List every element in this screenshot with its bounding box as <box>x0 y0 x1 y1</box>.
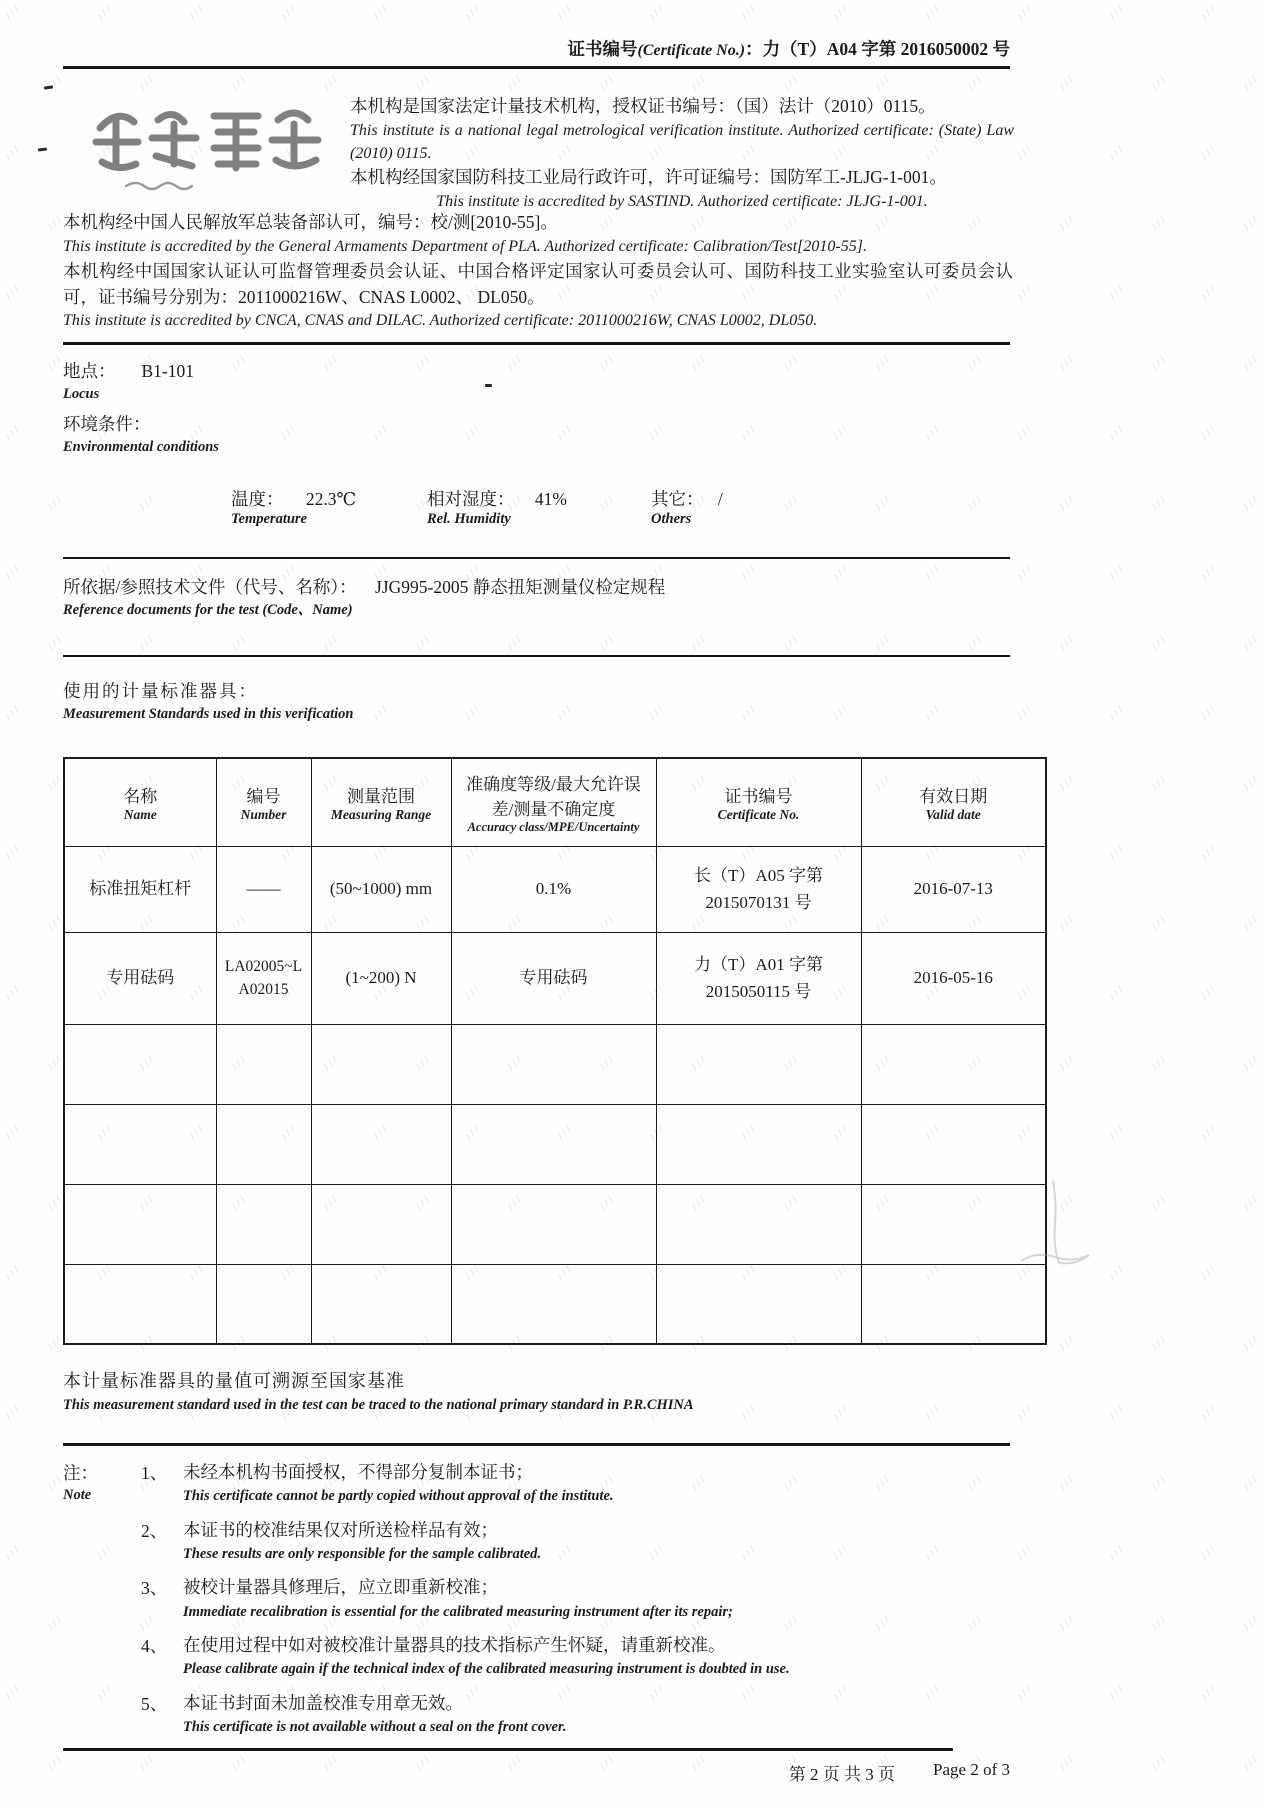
reference-label-en: Reference documents for the test (Code、Name) <box>63 602 353 619</box>
humidity-label-en: Rel. Humidity <box>427 511 511 527</box>
cell-validdate: 2016-05-16 <box>861 932 1046 1024</box>
cell-empty <box>311 1024 451 1104</box>
section-divider-2 <box>63 557 1010 559</box>
cell-empty <box>656 1264 861 1344</box>
reference-label-zh: 所依据/参照技术文件（代号、名称）： <box>63 577 357 597</box>
table-row <box>64 1024 1046 1104</box>
locus-label-zh: 地点： <box>63 361 116 381</box>
locus-block <box>63 358 963 457</box>
others-item <box>651 486 723 528</box>
col-header-validdate <box>861 758 1046 846</box>
note-item <box>183 1518 1010 1574</box>
traceability-zh: 本计量标准器具的量值可溯源至国家基准 <box>63 1371 405 1391</box>
cell-accuracy: 专用砝码 <box>451 932 656 1024</box>
cell-certno: 长（T）A05 字第 2015070131 号 <box>656 846 861 932</box>
table-row <box>64 932 1046 1024</box>
cell-range: (1~200) N <box>311 932 451 1024</box>
cell-empty <box>216 1184 311 1264</box>
note-en: This certificate cannot be partly copied without approval of the institute. <box>183 1488 614 1505</box>
col-header-validdate-zh: 有效日期 <box>919 786 988 806</box>
cell-empty <box>656 1104 861 1184</box>
certificate-no-colon: ： <box>745 39 763 59</box>
temperature-item <box>231 486 427 528</box>
col-header-name-en: Name <box>123 806 157 822</box>
section-divider-3 <box>63 655 1010 657</box>
note-item <box>183 1691 1010 1747</box>
cell-name: 专用砝码 <box>64 932 216 1024</box>
note-label-en: Note <box>63 1487 92 1503</box>
col-header-range-zh: 测量范围 <box>347 786 415 806</box>
col-header-number-en: Number <box>240 806 287 822</box>
environment-values-row <box>63 486 1010 528</box>
header-divider <box>63 66 1010 69</box>
col-header-name <box>64 758 216 846</box>
reference-value: JJG995-2005 静态扭矩测量仪检定规程 <box>375 577 666 597</box>
col-header-accuracy <box>451 758 656 846</box>
note-en: These results are only responsible for the sample calibrated. <box>183 1546 542 1563</box>
standards-heading <box>63 678 1010 725</box>
accreditation-zh-1: 本机构是国家法定计量技术机构，授权证书编号：（国）法计（2010）0115。 <box>350 96 936 116</box>
cell-empty <box>861 1024 1046 1104</box>
certificate-no-label-zh: 证书编号 <box>567 39 638 59</box>
standards-heading-zh: 使用的计量标准器具： <box>63 681 258 701</box>
cell-empty <box>311 1184 451 1264</box>
table-row <box>64 1104 1046 1184</box>
cell-empty <box>451 1184 656 1264</box>
col-header-certno-zh: 证书编号 <box>724 786 793 806</box>
temperature-label-zh: 温度： <box>231 489 284 509</box>
humidity-label-zh: 相对湿度： <box>427 489 515 509</box>
cell-empty <box>656 1184 861 1264</box>
note-item <box>183 1575 1010 1631</box>
env-conditions-label-zh: 环境条件： <box>63 413 151 434</box>
cell-empty <box>311 1104 451 1184</box>
col-header-accuracy-en: Accuracy class/MPE/Uncertainty <box>467 819 640 834</box>
accreditation-zh-4: 本机构经中国国家认证认可监督管理委员会认证、中国合格评定国家认可委员会认可、国防科技工业实验室认可委员会认可，证书编号分别为：2011000216W、CNAS L0002、 DL050。 <box>63 260 1013 307</box>
table-row <box>64 846 1046 932</box>
cell-empty <box>216 1104 311 1184</box>
col-header-validdate-en: Valid date <box>925 806 981 822</box>
scan-mark <box>44 85 53 89</box>
col-header-name-zh: 名称 <box>123 786 158 806</box>
standards-table <box>63 757 1047 1345</box>
note-en: Please calibrate again if the technical index of the calibrated measuring instrument is doubted in use. <box>183 1661 790 1678</box>
cell-accuracy: 0.1% <box>451 846 656 932</box>
certificate-no-label-en: (Certificate No.) <box>637 42 746 59</box>
note-zh: 本证书封面未加盖校准专用章无效。 <box>183 1692 463 1713</box>
cell-empty <box>216 1264 311 1344</box>
locus-value: B1-101 <box>141 361 194 381</box>
table-row <box>64 1264 1046 1344</box>
cell-empty <box>861 1104 1046 1184</box>
accreditation-block-2 <box>63 210 1013 333</box>
notes-section <box>63 1460 1010 1746</box>
cell-empty <box>451 1264 656 1344</box>
accreditation-block-1 <box>350 94 1014 214</box>
cell-empty <box>64 1104 216 1184</box>
col-header-range-en: Measuring Range <box>330 806 432 822</box>
col-header-number-zh: 编号 <box>246 786 281 806</box>
traceability-block <box>63 1368 1010 1415</box>
humidity-item <box>427 486 651 528</box>
note-zh: 未经本机构书面授权，不得部分复制本证书； <box>183 1462 533 1482</box>
cell-name: 标准扭矩杠杆 <box>64 846 216 932</box>
accreditation-en-1: This institute is a national legal metrological verification institute. Authorized certificate: (State) Law (2010) 0115. <box>350 121 1014 162</box>
note-label-zh: 注： <box>63 1463 98 1483</box>
standards-heading-en: Measurement Standards used in this verification <box>63 706 354 723</box>
cell-empty <box>64 1184 216 1264</box>
institute-logo-calligraphy <box>86 90 336 202</box>
footer <box>63 1760 1010 1785</box>
page-indicator-zh: 第 2 页 共 3 页 <box>788 1765 896 1784</box>
cell-empty <box>451 1024 656 1104</box>
scan-mark <box>485 384 492 387</box>
page-indicator-en: Page 2 of 3 <box>933 1760 1010 1779</box>
cell-empty <box>216 1024 311 1104</box>
temperature-label-en: Temperature <box>231 511 307 527</box>
note-item <box>183 1460 1010 1516</box>
cell-empty <box>451 1104 656 1184</box>
footer-divider <box>63 1748 953 1751</box>
cell-number: LA02005~LA02015 <box>216 932 311 1024</box>
locus-label-en: Locus <box>63 386 100 403</box>
section-divider-4 <box>63 1443 1010 1446</box>
others-label-zh: 其它： <box>651 489 704 509</box>
standards-table-wrap <box>63 757 1047 1345</box>
env-conditions-label-en: Environmental conditions <box>63 438 219 455</box>
cell-certno: 力（T）A01 字第 2015050115 号 <box>656 932 861 1024</box>
accreditation-zh-3: 本机构经中国人民解放军总装备部认可，编号：校/测[2010-55]。 <box>63 212 558 232</box>
note-number: 5、 <box>141 1693 168 1714</box>
pencil-scribble <box>1015 1175 1095 1285</box>
note-number: 1、 <box>141 1463 168 1483</box>
col-header-accuracy-zh: 准确度等级/最大允许误差/测量不确定度 <box>466 774 641 819</box>
others-value: / <box>717 489 723 509</box>
accreditation-en-3: This institute is accredited by the General Armaments Department of PLA. Authorized certificate: Calibration/Test[2010-55]. <box>63 237 867 255</box>
cell-number: —— <box>216 846 311 932</box>
col-header-certno <box>656 758 861 846</box>
note-en: Immediate recalibration is essential for the calibrated measuring instrument after its repair; <box>183 1603 733 1620</box>
note-en: This certificate is not available without a seal on the front cover. <box>183 1719 567 1736</box>
note-number: 2、 <box>141 1520 168 1541</box>
note-number: 4、 <box>141 1636 168 1657</box>
cell-range: (50~1000) mm <box>311 846 451 932</box>
cell-empty <box>656 1024 861 1104</box>
traceability-en: This measurement standard used in the test can be traced to the national primary standard in P.R.CHINA <box>63 1397 694 1413</box>
temperature-value: 22.3℃ <box>305 489 357 509</box>
col-header-range <box>311 758 451 846</box>
col-header-number <box>216 758 311 846</box>
note-item <box>183 1633 1010 1689</box>
accreditation-en-2: This institute is accredited by SASTIND. Authorized certificate: JLJG-1-001. <box>436 193 928 211</box>
institute-logo <box>86 90 336 202</box>
cell-empty <box>64 1024 216 1104</box>
reference-block <box>63 574 1010 621</box>
scan-mark <box>38 148 47 152</box>
cell-empty <box>64 1264 216 1344</box>
note-zh: 被校计量器具修理后，应立即重新校准； <box>183 1577 498 1598</box>
accreditation-zh-2: 本机构经国家国防科技工业局行政许可，许可证编号：国防军工-JLJG-1-001。 <box>350 167 947 188</box>
note-number: 3、 <box>141 1578 168 1599</box>
humidity-value: 41% <box>534 489 567 509</box>
section-divider-1 <box>63 342 1010 345</box>
cell-validdate: 2016-07-13 <box>861 846 1046 932</box>
note-zh: 在使用过程中如对被校准计量器具的技术指标产生怀疑，请重新校准。 <box>183 1635 726 1656</box>
table-header-row <box>64 758 1046 846</box>
note-zh: 本证书的校准结果仅对所送检样品有效； <box>183 1519 498 1540</box>
certificate-no-value: 力（T）A04 字第 2016050002 号 <box>762 39 1010 59</box>
others-label-en: Others <box>651 511 692 527</box>
col-header-certno-en: Certificate No. <box>717 806 800 822</box>
accreditation-en-4: This institute is accredited by CNCA, CNAS and DILAC. Authorized certificate: 2011000216W, CNAS L0002, DL050. <box>63 312 818 330</box>
cell-empty <box>311 1264 451 1344</box>
certificate-no-line <box>63 36 1010 61</box>
table-row <box>64 1184 1046 1264</box>
